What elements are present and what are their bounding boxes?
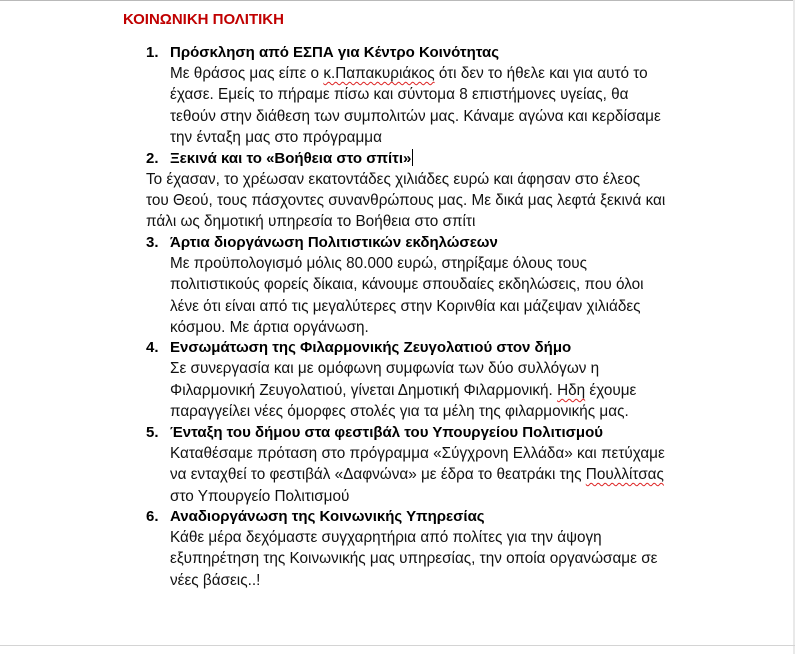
item-number: 1.	[146, 44, 159, 61]
item-body[interactable]: Με προϋπολογισμό μόλις 80.000 ευρώ, στηρίξαμε όλους τους πολιτιστικούς φορείς δίκαια, κάνουμε σπουδαίες εκδηλώσεις, που όλοι λένε ότι είναι από τις μεγαλύτερες στην Κορινθία και μάζεψαν χιλιάδες κόσμου. Με άρτια οργάνωση.	[170, 254, 644, 337]
numbered-list	[146, 43, 666, 591]
item-body[interactable]: Το έχασαν, το χρέωσαν εκατοντάδες χιλιάδες ευρώ και άφησαν στο έλεος του Θεού, τους πάσχοντες συνανθρώπους μας. Με δικά μας λεφτά ξεκινά και πάλι ως δημοτική υπηρεσία το Βοήθεια στο σπίτι	[146, 170, 666, 231]
item-number: 4.	[146, 339, 159, 357]
item-title[interactable]: Αναδιοργάνωση της Κοινωνικής Υπηρεσίας	[170, 507, 485, 525]
spellcheck-flagged-word[interactable]: Πουλλίτσας	[585, 466, 664, 484]
item-title[interactable]: Άρτια διοργάνωση Πολιτιστικών εκδηλώσεων	[170, 233, 498, 251]
body-text: ότι δεν το ήθελε και για αυτό το έχασε. Εμείς το πήραμε πίσω και σύντομα 8 επιστήμονες υγείας, θα τεθούν στην διάθεση των συμπολιτών μας. Κάναμε αγώνα και κερδίσαμε την ένταξη μας στο πρόγραμμα	[170, 65, 661, 147]
item-number: 2.	[146, 149, 159, 167]
item-number: 5.	[146, 423, 159, 441]
spellcheck-flagged-word[interactable]: Ηδη	[557, 381, 586, 399]
section-heading[interactable]: ΚΟΙΝΩΝΙΚΗ ΠΟΛΙΤΙΚΗ	[123, 11, 284, 28]
list-item-4[interactable]	[146, 338, 666, 422]
list-item-5[interactable]	[146, 423, 666, 507]
item-title[interactable]	[170, 149, 666, 169]
item-number: 3.	[146, 233, 159, 251]
body-text: έχουμε παραγγείλει νέες όμορφες στολές για τα μέλη της φιλαρμονικής μας.	[170, 381, 637, 421]
item-body[interactable]: Κάθε μέρα δεχόμαστε συγχαρητήρια από πολίτες για την άψογη εξυπηρέτηση της Κοινωνικής μας υπηρεσίας, την οποία οργανώσαμε σε νέες βάσεις..!	[170, 528, 658, 589]
item-title[interactable]: Πρόσκληση από ΕΣΠΑ για Κέντρο Κοινότητας	[170, 44, 500, 61]
text-cursor	[412, 149, 413, 166]
page-top-edge	[0, 0, 795, 1]
list-item-2[interactable]	[146, 149, 666, 233]
item-body[interactable]	[170, 63, 666, 149]
item-title-text: Ξεκινά και το «Βοήθεια στο σπίτι»	[170, 149, 412, 167]
list-item-6[interactable]	[146, 507, 666, 591]
item-body[interactable]	[170, 358, 666, 422]
item-title[interactable]: Ένταξη του δήμου στα φεστιβάλ του Υπουργείου Πολιτισμού	[170, 423, 603, 441]
item-title[interactable]: Ενσωμάτωση της Φιλαρμονικής Ζευγολατιού στον δήμο	[170, 339, 572, 357]
page-bottom-edge	[0, 645, 795, 646]
list-item-3[interactable]	[146, 233, 666, 339]
body-text: Καταθέσαμε πρόταση στο πρόγραμμα «Σύγχρονη Ελλάδα» και πετύχαμε να ενταχθεί το φεστιβάλ «Δαφνώνα» με έδρα το θεατράκι της	[170, 444, 665, 484]
body-text: Με θράσος μας είπε ο	[170, 65, 324, 82]
body-text: Σε συνεργασία και με ομόφωνη συμφωνία των δύο συλλόγων η Φιλαρμονική Ζευγολατιού, γίνεται Δημοτική Φιλαρμονική.	[170, 360, 600, 399]
list-item-1[interactable]	[146, 43, 666, 149]
spellcheck-flagged-word[interactable]: κ.Παπακυριάκος	[323, 65, 435, 82]
item-number: 6.	[146, 507, 159, 525]
item-body[interactable]	[170, 443, 666, 507]
body-text: στο Υπουργείο Πολιτισμού	[170, 487, 350, 505]
